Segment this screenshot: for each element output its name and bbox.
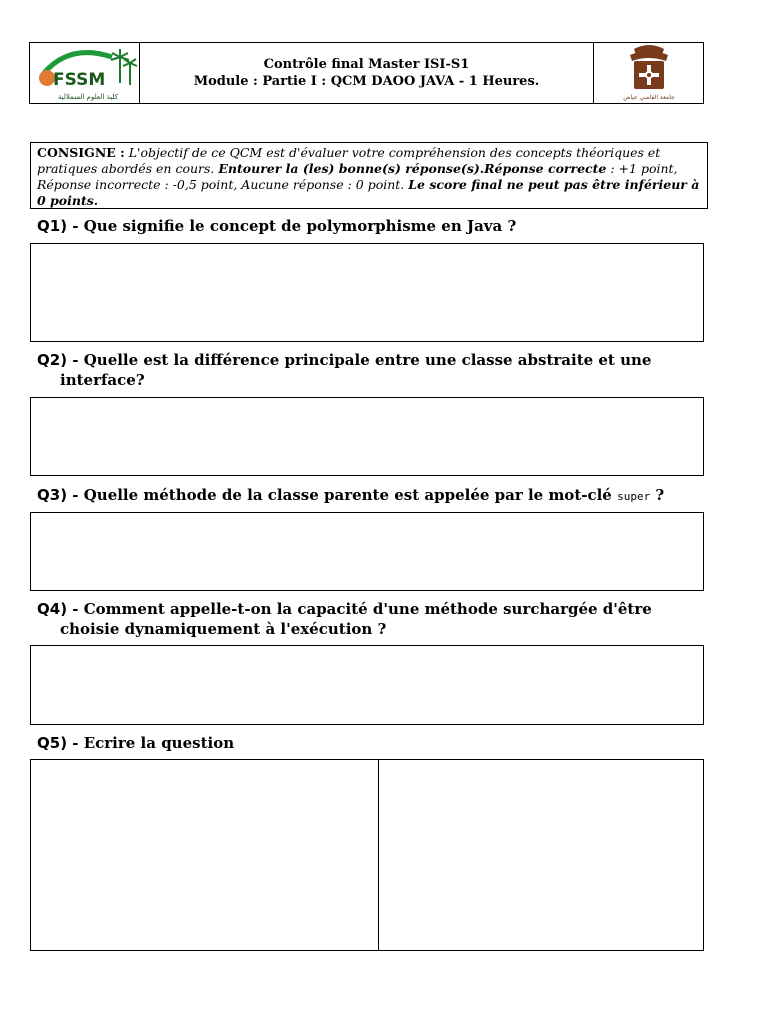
- fssm-arabic-text: كلية العلوم السملالية: [57, 93, 119, 101]
- university-caption: جامعة القاضي عياض: [623, 94, 675, 101]
- question-text: - Quelle est la différence principale entre une classe abstraite et une: [67, 351, 652, 369]
- instructions-scoring: : +1 point, Réponse incorrecte : -0,5 point, Aucune réponse : 0 point.: [37, 161, 678, 192]
- question-number: Q5): [37, 734, 68, 752]
- answer-box-1[interactable]: [30, 243, 704, 342]
- instructions-label: CONSIGNE :: [37, 145, 125, 160]
- question-text: - Que signifie le concept de polymorphisme en Java ?: [67, 217, 517, 235]
- answer-box-5[interactable]: [30, 759, 704, 951]
- answer-box-divider: [378, 760, 379, 950]
- exam-header: [29, 42, 704, 104]
- question-text-tail: ?: [650, 486, 665, 504]
- question-number: Q3): [37, 486, 68, 504]
- question-text: - Ecrire la question: [67, 734, 235, 752]
- keyword-super: super: [617, 490, 651, 503]
- exam-title-line1: Contrôle final Master ISI-S1: [263, 57, 470, 72]
- exam-title-line2: Module : Partie I : QCM DAOO JAVA - 1 Heures.: [193, 74, 540, 89]
- university-emblem-icon: [594, 43, 704, 103]
- question-5: [37, 733, 234, 753]
- question-number: Q1): [37, 217, 68, 235]
- fssm-logo: [30, 43, 140, 103]
- fssm-logo-image: [30, 43, 140, 103]
- answer-box-2[interactable]: [30, 397, 704, 476]
- instructions-entourer: Entourer la (les) bonne(s) réponse(s).Réponse correcte: [218, 161, 607, 176]
- question-text-continued: choisie dynamiquement à l'exécution ?: [60, 620, 387, 638]
- question-text-continued: interface?: [60, 371, 145, 389]
- question-2: [37, 350, 651, 390]
- instructions-box: [30, 142, 708, 209]
- university-logo: [593, 43, 703, 103]
- question-1: [37, 216, 516, 236]
- question-text: - Quelle méthode de la classe parente est appelée par le mot-clé: [67, 486, 618, 504]
- instructions-final: Le score final ne peut pas être inférieur à 0 points.: [37, 177, 700, 208]
- question-number: Q2): [37, 351, 68, 369]
- question-3: [37, 485, 664, 507]
- answer-box-4[interactable]: [30, 645, 704, 725]
- question-text: - Comment appelle-t-on la capacité d'une méthode surchargée d'être: [67, 600, 652, 618]
- question-number: Q4): [37, 600, 68, 618]
- fssm-logo-text: FSSM: [53, 70, 106, 90]
- question-4: [37, 599, 652, 639]
- answer-box-3[interactable]: [30, 512, 704, 591]
- exam-title: [140, 43, 593, 103]
- instructions-intro: L'objectif de ce QCM est d'évaluer votre compréhension des concepts théoriques et pratiques abordés en cours.: [37, 145, 661, 176]
